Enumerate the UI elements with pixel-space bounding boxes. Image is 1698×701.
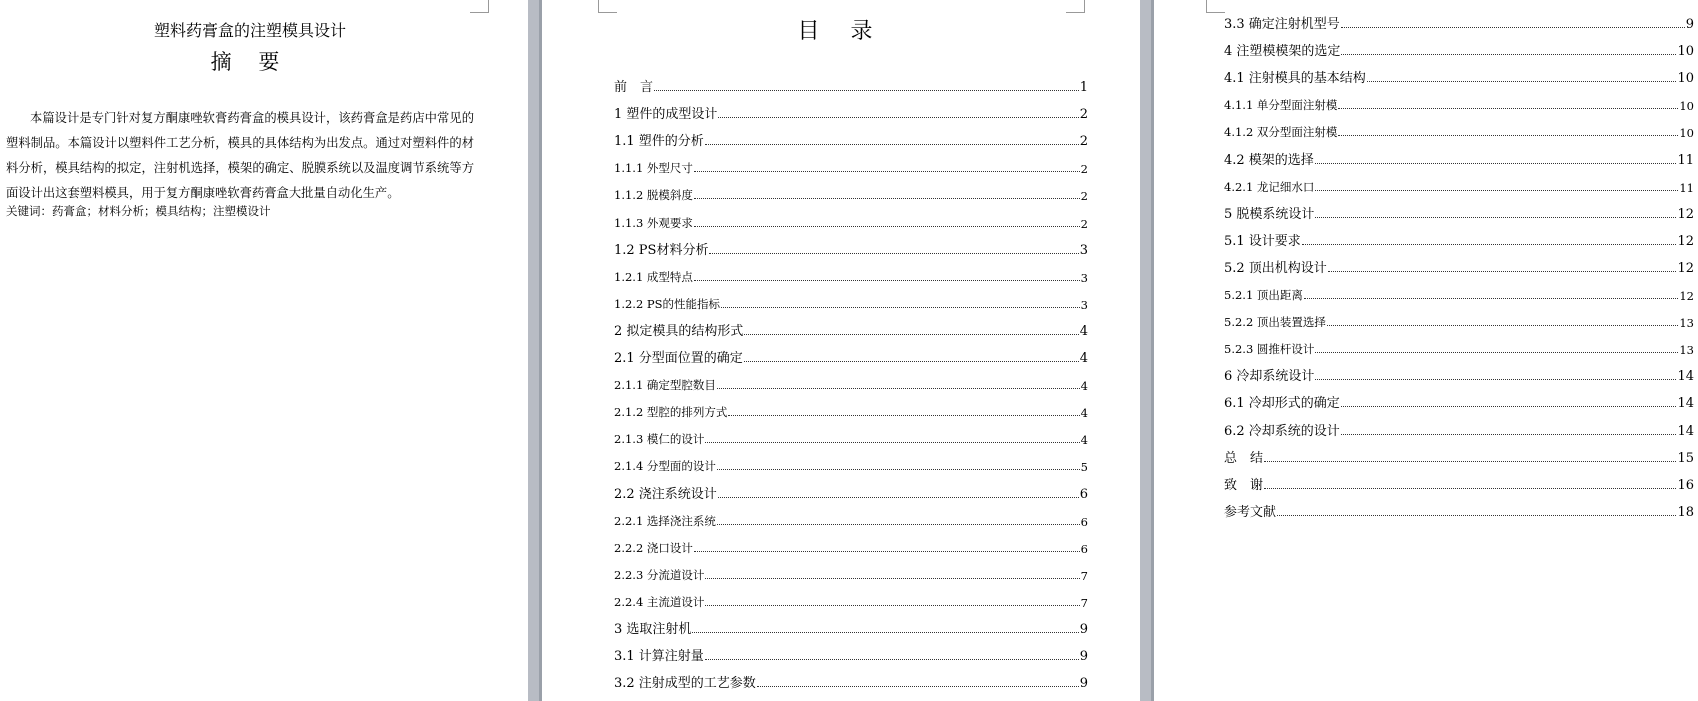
toc-dot-leader [718,117,1078,118]
toc-dot-leader [1315,217,1676,218]
toc-entry-title: 前 言 [614,80,654,96]
page-corner-mark [470,0,489,13]
toc-entry[interactable] [614,71,1088,98]
toc-entry[interactable] [1224,306,1694,333]
toc-entry-title: 参考文献 [1224,504,1277,520]
toc-dot-leader [1327,325,1678,326]
toc-dot-leader [717,388,1080,389]
toc-entry-page: 11 [1677,152,1694,168]
toc-entry-title: 4.1.1 单分型面注射模 [1224,98,1338,113]
toc-entry-page: 2 [1080,162,1088,177]
toc-entry-title: 2.1.4 分型面的设计 [614,459,716,474]
toc-dot-leader [705,144,1079,145]
toc-entry-page: 10 [1679,99,1694,114]
toc-dot-leader [1315,163,1677,164]
toc-entry[interactable] [614,613,1088,640]
toc-entry-page: 4 [1080,379,1088,394]
toc-entry-page: 11 [1679,180,1694,195]
toc-entry[interactable] [614,342,1088,369]
toc-entry-title: 2 拟定模具的结构形式 [614,323,744,339]
toc-entry-title: 2.2.3 分流道设计 [614,567,705,582]
toc-dot-leader [709,253,1078,254]
toc-entry-page: 6 [1079,486,1088,502]
toc-entry[interactable] [1224,8,1694,35]
toc-entry-title: 2.2.4 主流道设计 [614,594,705,609]
toc-list [614,71,1088,694]
toc-entry-title: 3.3 确定注射机型号 [1224,17,1340,33]
toc-entry[interactable] [1224,89,1694,116]
toc-entry[interactable] [1224,414,1694,441]
toc-entry-title: 6 冷却系统设计 [1224,369,1315,385]
toc-entry-title: 1.2.1 成型特点 [614,269,693,284]
toc-entry-page: 3 [1080,270,1088,285]
toc-entry-title: 1.2 PS材料分析 [614,242,709,258]
toc-entry-page: 2 [1080,189,1088,204]
toc-entry-page: 10 [1677,44,1694,60]
toc-entry-page: 3 [1080,297,1088,312]
toc-dot-leader [1264,461,1676,462]
toc-entry-page: 5 [1080,460,1088,475]
toc-entry[interactable] [1224,171,1694,198]
toc-entry[interactable] [614,152,1088,179]
toc-entry-title: 5.2.2 顶出装置选择 [1224,315,1326,330]
toc-entry-title: 2.1.3 模仁的设计 [614,432,705,447]
toc-entry[interactable] [1224,333,1694,360]
toc-entry[interactable] [614,559,1088,586]
keywords-line: 关键词：药膏盒；材料分析；模具结构；注塑模设计 [6,204,271,218]
toc-entry[interactable] [1224,143,1694,170]
toc-entry[interactable] [614,640,1088,667]
toc-entry-title: 2.1.1 确定型腔数目 [614,378,716,393]
toc-entry-title: 4.2.1 龙记细水口 [1224,179,1315,194]
toc-entry[interactable] [614,450,1088,477]
toc-dot-leader [1341,434,1677,435]
page-gap [528,0,542,701]
toc-list [1224,8,1694,523]
toc-heading: 目 录 [797,19,885,44]
toc-entry-page: 6 [1080,514,1088,529]
toc-dot-leader [757,686,1079,687]
toc-entry-title: 5.2.1 顶出距离 [1224,288,1303,303]
toc-dot-leader [1315,379,1676,380]
toc-entry-title: 6.2 冷却系统的设计 [1224,423,1340,439]
toc-entry-title: 1.2.2 PS的性能指标 [614,296,721,311]
toc-entry-page: 6 [1080,541,1088,556]
page-corner-mark [1066,0,1085,13]
document-title: 塑料药膏盒的注塑模具设计 [153,21,346,40]
toc-entry[interactable] [614,505,1088,532]
toc-dot-leader [1315,352,1678,353]
toc-entry-title: 5.1 设计要求 [1224,233,1301,249]
toc-entry-page: 4 [1079,323,1088,339]
toc-entry-title: 4.1 注射模具的基本结构 [1224,71,1366,87]
toc-entry-page: 14 [1677,423,1694,439]
toc-dot-leader [1328,271,1677,272]
toc-entry-title: 4.2 模架的选择 [1224,152,1314,168]
toc-entry[interactable] [1224,469,1694,496]
toc-entry-page: 9 [1079,649,1088,665]
toc-entry[interactable] [1224,225,1694,252]
toc-entry[interactable] [1224,387,1694,414]
toc-entry-page: 1 [1079,80,1088,96]
toc-entry[interactable] [1224,360,1694,387]
page-corner-mark [598,0,617,13]
toc-entry-title: 2.2 浇注系统设计 [614,486,717,502]
toc-entry[interactable] [614,423,1088,450]
page-corner-mark [1206,0,1225,13]
toc-entry-page: 10 [1677,71,1694,87]
toc-entry-page: 9 [1079,621,1088,637]
toc-entry[interactable] [614,477,1088,504]
toc-dot-leader [1367,81,1677,82]
abstract-body: 本篇设计是专门针对复方酮康唑软膏药膏盒的模具设计，该药膏盒是药店中常见的塑料制品。本篇设计以塑料件工艺分析，模具的具体结构为出发点。通过对塑料件的材料分析，模具结构的拟定，注射机选择，模架的确定、脱膜系统以及温度调节系统等方面设计出这套塑料模具，用于复方酮康唑软膏药膏盒大批量自动化生产。 [6,111,474,200]
toc-dot-leader [744,361,1079,362]
toc-dot-leader [694,551,1080,552]
toc-dot-leader [694,226,1080,227]
toc-entry[interactable] [614,532,1088,559]
toc-entry[interactable] [1224,252,1694,279]
toc-dot-leader [694,198,1080,199]
toc-entry-page: 4 [1080,406,1088,421]
toc-entry-title: 1.1 塑件的分析 [614,134,704,150]
toc-entry[interactable] [614,261,1088,288]
toc-dot-leader [1341,406,1677,407]
document-page-toc-continued [1154,0,1698,701]
toc-entry-page: 7 [1080,595,1088,610]
toc-dot-leader [1338,135,1678,136]
toc-dot-leader [1264,488,1676,489]
toc-entry-title: 1.1.1 外型尺寸 [614,161,693,176]
toc-dot-leader [705,442,1079,443]
toc-entry[interactable] [614,98,1088,125]
toc-entry-title: 3.2 注射成型的工艺参数 [614,676,756,692]
document-page-abstract [0,0,528,701]
toc-entry[interactable] [614,125,1088,152]
toc-entry-page: 2 [1079,134,1088,150]
toc-entry-title: 致 谢 [1224,477,1264,493]
toc-entry-title: 4 注塑模模架的选定 [1224,44,1341,60]
toc-entry-title: 3.1 计算注射量 [614,649,704,665]
toc-entry[interactable] [1224,35,1694,62]
toc-entry-page: 10 [1679,126,1694,141]
toc-entry-page: 7 [1080,568,1088,583]
toc-entry-page: 18 [1677,504,1694,520]
toc-entry-page: 13 [1679,343,1694,358]
toc-entry[interactable] [614,369,1088,396]
toc-dot-leader [694,280,1080,281]
toc-entry[interactable] [614,315,1088,342]
toc-dot-leader [744,334,1078,335]
toc-entry[interactable] [614,206,1088,233]
toc-entry-title: 1.1.2 脱模斜度 [614,188,693,203]
toc-entry[interactable] [1224,442,1694,469]
toc-entry-title: 2.2.2 浇口设计 [614,540,693,555]
toc-entry-title: 5.2.3 圆推杆设计 [1224,342,1315,357]
toc-entry-page: 15 [1677,450,1694,466]
toc-dot-leader [705,605,1079,606]
toc-entry-page: 12 [1679,289,1694,304]
toc-entry-page: 14 [1677,396,1694,412]
toc-dot-leader [717,469,1080,470]
toc-entry[interactable] [1224,62,1694,89]
toc-entry-page: 2 [1080,216,1088,231]
toc-entry-page: 9 [1079,676,1088,692]
toc-dot-leader [728,415,1079,416]
toc-entry-title: 3 选取注射机 [614,621,692,637]
toc-dot-leader [1341,54,1676,55]
toc-entry[interactable] [614,288,1088,315]
abstract-heading: 摘 要 [210,50,290,74]
toc-dot-leader [721,307,1080,308]
toc-entry-title: 1 塑件的成型设计 [614,107,718,123]
toc-entry[interactable] [1224,116,1694,143]
toc-dot-leader [694,171,1080,172]
toc-entry[interactable] [614,586,1088,613]
toc-dot-leader [717,524,1080,525]
toc-entry-title: 5.2 顶出机构设计 [1224,260,1327,276]
toc-entry-title: 6.1 冷却形式的确定 [1224,396,1340,412]
toc-dot-leader [705,659,1079,660]
toc-entry-page: 13 [1679,316,1694,331]
toc-dot-leader [1315,190,1678,191]
toc-entry[interactable] [1224,279,1694,306]
page-gap [1140,0,1154,701]
toc-dot-leader [1338,108,1678,109]
toc-entry-page: 2 [1079,107,1088,123]
toc-entry-page: 3 [1079,242,1088,258]
toc-entry[interactable] [1224,198,1694,225]
toc-dot-leader [1304,298,1678,299]
toc-dot-leader [1302,244,1677,245]
toc-entry-title: 2.2.1 选择浇注系统 [614,513,716,528]
toc-entry[interactable] [614,179,1088,206]
toc-entry-title: 2.1.2 型腔的排列方式 [614,405,728,420]
toc-entry-title: 总 结 [1224,450,1264,466]
toc-entry-page: 12 [1677,233,1694,249]
toc-entry-title: 5 脱模系统设计 [1224,206,1315,222]
toc-entry-page: 16 [1677,477,1694,493]
toc-dot-leader [705,578,1079,579]
toc-entry-title: 2.1 分型面位置的确定 [614,351,743,367]
toc-entry[interactable] [614,234,1088,261]
toc-dot-leader [692,632,1078,633]
toc-entry-page: 9 [1685,17,1694,33]
toc-entry-page: 4 [1079,351,1088,367]
toc-entry-title: 4.1.2 双分型面注射模 [1224,125,1338,140]
toc-dot-leader [1341,27,1685,28]
toc-entry-page: 12 [1677,260,1694,276]
toc-entry-page: 14 [1677,369,1694,385]
toc-entry[interactable] [614,667,1088,694]
toc-entry[interactable] [614,396,1088,423]
toc-entry[interactable] [1224,496,1694,523]
toc-dot-leader [654,90,1079,91]
toc-entry-page: 4 [1080,433,1088,448]
document-page-toc [542,0,1140,701]
toc-entry-title: 1.1.3 外观要求 [614,215,693,230]
toc-entry-page: 12 [1677,206,1694,222]
toc-dot-leader [718,497,1079,498]
toc-dot-leader [1277,515,1676,516]
